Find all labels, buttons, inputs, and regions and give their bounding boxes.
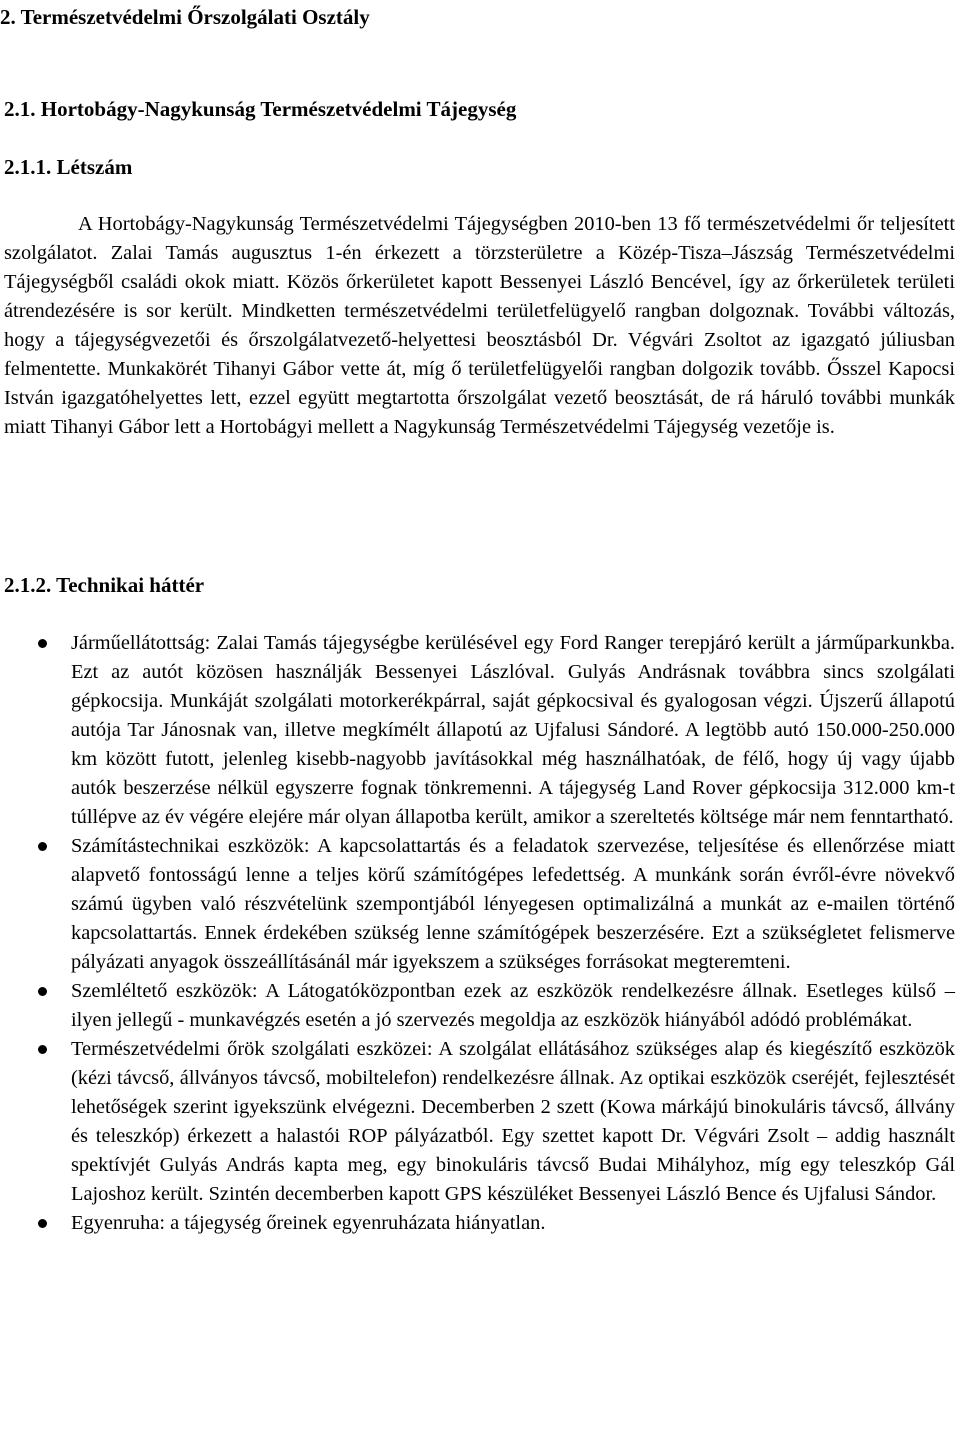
list-item-text: Számítástechnikai eszközök: A kapcsolattartás és a feladatok szervezése, teljesítése és ellenőrzése miatt alapvető fontosságú lenne a teljes körű számítógépes lefedettség. A munkánk során évről-évre növekvő számú ügyben való részvételünk szempontjából lényegesen optimalizálná a munkát az e-mailen történő kapcsolattartás. Ennek érdekében szükség lenne számítógépek beszerzésére. Ezt a szükségletet felismerve pályázati anyagok összeállításánál már igyekszem a szükséges forrásokat megteremteni.: [71, 835, 955, 973]
list-item-text: Szemléltető eszközök: A Látogatóközpontban ezek az eszközök rendelkezésre állnak. Esetleges külső – ilyen jellegű - munkavégzés esetén a jó szervezés megoldja az eszközök hiányából adódó problémákat.: [71, 980, 955, 1031]
list-item-egyenruha: [0, 1209, 955, 1238]
list-item-text: Egyenruha: a tájegység őreinek egyenruházata hiányatlan.: [71, 1212, 546, 1234]
list-item-text: Természetvédelmi őrök szolgálati eszközei: A szolgálat ellátásához szükséges alap és kiegészítő eszközök (kézi távcső, állványos távcső, mobiltelefon) rendelkezésre állnak. Az optikai eszközök cseréjét, fejlesztését lehetőségek szerint igyekszünk elvégezni. Decemberben 2 szett (Kowa márkájú binokuláris távcső, állvány és teleszkóp) érkezett a halastói ROP pályázatból. Egy szettet kapott Dr. Végvári Zsolt – addig használt spektívjét Gulyás András kapta meg, egy binokuláris távcső Budai Mihályhoz, míg egy teleszkóp Gál Lajoshoz került. Szintén decemberben kapott GPS készüléket Bessenyei László Bence és Ujfalusi Sándor.: [71, 1038, 955, 1205]
bullet-icon: [38, 1219, 47, 1228]
bullet-icon: [38, 987, 47, 996]
intro-paragraph-text: A Hortobágy-Nagykunság Természetvédelmi Tájegységben 2010-ben 13 fő természetvédelmi őr teljesített szolgálatot. Zalai Tamás augusztus 1-én érkezett a törzsterületre a Közép-Tisza–Jászság Természetvédelmi Tájegységből családi okok miatt. Közös őrkerületet kapott Bessenyei László Bencével, így az őrkerületek területi átrendezésére is sor került. Mindketten természetvédelmi területfelügyelő rangban dolgoznak. További változás, hogy a tájegységvezetői és őrszolgálatvezető-helyettesi beosztásból Dr. Végvári Zsoltot az igazgató júliusban felmentette. Munkakörét Tihanyi Gábor vette át, míg ő területfelügyelői rangban dolgozik tovább. Ősszel Kapocsi István igazgatóhelyettes lett, ezzel együtt megtartotta őrszolgálat vezető beosztását, de rá háruló további munkák miatt Tihanyi Gábor lett a Hortobágyi mellett a Nagykunság Természetvédelmi Tájegység vezetője is.: [4, 213, 955, 438]
bullet-icon: [38, 639, 47, 648]
list-item-szolgalati-eszkozok: [0, 1035, 955, 1209]
list-item-jarmu: [0, 629, 955, 832]
section-heading: 2. Természetvédelmi Őrszolgálati Osztály: [0, 5, 370, 29]
bullet-icon: [38, 842, 47, 851]
letszam-heading: 2.1.1. Létszám: [4, 155, 133, 179]
intro-paragraph: [4, 210, 955, 442]
technikai-heading: 2.1.2. Technikai háttér: [4, 573, 205, 597]
subsection-heading: 2.1. Hortobágy-Nagykunság Természetvédelmi Tájegység: [4, 97, 517, 121]
list-item-szemlelteto: [0, 977, 955, 1035]
list-item-szamitastechnika: [0, 832, 955, 977]
equipment-list: [0, 629, 960, 1238]
bullet-icon: [38, 1045, 47, 1054]
list-item-text: Járműellátottság: Zalai Tamás tájegységbe kerülésével egy Ford Ranger terepjáró került a járműparkunkba. Ezt az autót közösen használják Bessenyei Lászlóval. Gulyás Andrásnak továbbra sincs szolgálati gépkocsija. Munkáját szolgálati motorkerékpárral, saját gépkocsival és gyalogosan végzi. Újszerű állapotú autója Tar Jánosnak van, illetve megkímélt állapotú az Ujfalusi Sándoré. A legtöbb autó 150.000-250.000 km között futott, jelenleg kisebb-nagyobb javításokkal még használhatóak, de félő, hogy új vagy újabb autók beszerzése nélkül egyszerre fognak tönkremenni. A tájegység Land Rover gépkocsija 312.000 km-t túllépve az év végére elejére már olyan állapotba került, amikor a szereltetés költsége már nem fenntartható.: [71, 632, 955, 828]
